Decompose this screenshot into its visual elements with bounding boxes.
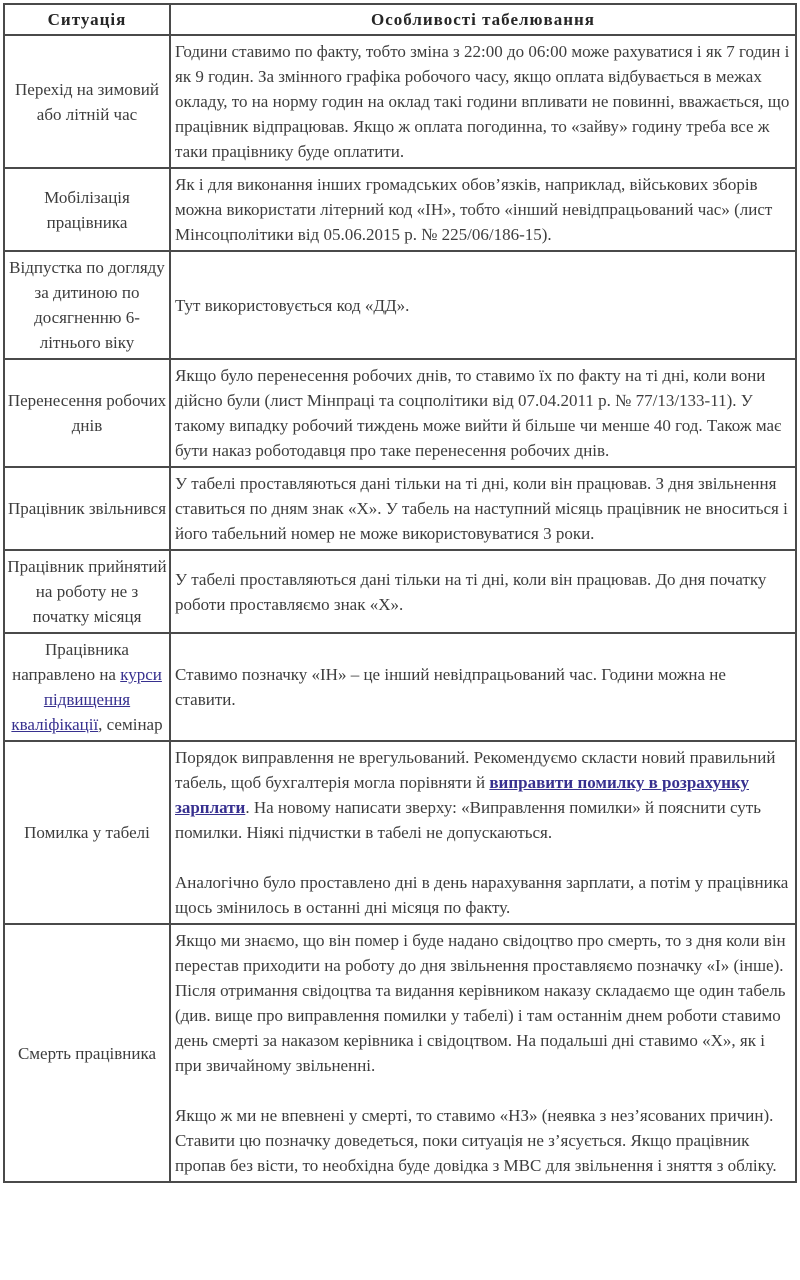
text-segment: Якщо було перенесення робочих днів, то ставимо їх по факту на ті дні, коли вони дійсно були (лист Мінпраці та соцполітики від 07.04.2011 р. № 77/13/133-11). У такому випадку робочий тиждень може вийти й більше чи менше 40 год. Також має бути наказ роботодавця про таке перенесення робочих днів. bbox=[175, 366, 782, 460]
details-cell bbox=[170, 550, 796, 633]
details-paragraph bbox=[175, 745, 790, 845]
details-cell bbox=[170, 168, 796, 251]
situation-cell bbox=[4, 251, 170, 359]
details-cell bbox=[170, 924, 796, 1182]
text-segment: У табелі проставляються дані тільки на ті дні, коли він працював. З дня звільнення ставиться по дням знак «Х». У табель на наступний місяць працівник не вноситься і його табельний номер не може використовуватися 3 роки. bbox=[175, 474, 788, 543]
details-cell bbox=[170, 633, 796, 741]
text-segment: Ставимо позначку «ІН» – це інший невідпрацьований час. Години можна не ставити. bbox=[175, 665, 726, 709]
text-segment: У табелі проставляються дані тільки на ті дні, коли він працював. До дня початку роботи проставляємо знак «Х». bbox=[175, 569, 767, 614]
timekeeping-table bbox=[3, 3, 797, 1183]
table-row bbox=[4, 924, 796, 1182]
details-paragraph bbox=[175, 1103, 790, 1178]
text-segment: Мобілізація працівника bbox=[44, 187, 130, 232]
situation-cell bbox=[4, 924, 170, 1182]
inline-link[interactable]: курси підвищення кваліфікації bbox=[11, 665, 162, 734]
details-cell bbox=[170, 35, 796, 168]
text-segment: Помилка у табелі bbox=[24, 823, 150, 842]
situation-cell bbox=[4, 359, 170, 467]
situation-cell bbox=[4, 633, 170, 741]
table-body bbox=[4, 35, 796, 1182]
text-segment: Працівник прийнятий на роботу не з початку місяця bbox=[7, 557, 167, 626]
inline-link[interactable]: виправити помилку в розрахунку зарплати bbox=[175, 773, 750, 817]
details-paragraph bbox=[175, 870, 790, 920]
text-segment: . На новому написати зверху: «Виправлення помилки» й пояснити суть помилки. Ніякі підчистки в табелі не допускаються. bbox=[175, 798, 761, 842]
text-segment: Якщо ж ми не впевнені у смерті, то ставимо «НЗ» (неявка з нез’ясованих причин). Ставити цю позначку доведеться, поки ситуація не з’ясується. Якщо працівник пропав без вісти, то необхідна буде довідка з МВС для звільнення і зняття з обліку. bbox=[175, 1106, 777, 1175]
text-segment: Аналогічно було проставлено дні в день нарахування зарплати, а потім у працівника щось змінилось в останні дні місяця по факту. bbox=[175, 873, 789, 917]
details-paragraph bbox=[175, 293, 790, 318]
text-segment: Перенесення робочих днів bbox=[7, 391, 167, 435]
situation-cell bbox=[4, 741, 170, 924]
situation-cell bbox=[4, 467, 170, 550]
situation-cell bbox=[4, 168, 170, 251]
details-paragraph bbox=[175, 363, 790, 463]
details-paragraph bbox=[175, 928, 790, 1078]
situation-cell bbox=[4, 35, 170, 168]
table-row bbox=[4, 359, 796, 467]
table-row bbox=[4, 633, 796, 741]
details-cell bbox=[170, 741, 796, 924]
details-cell bbox=[170, 359, 796, 467]
text-segment: Як і для виконання інших громадських обов’язків, наприклад, військових зборів можна використати літерний код «ІН», тобто «інший невідпрацьований час» (лист Мінсоцполітики від 05.06.2015 р. № 225/06/186-15). bbox=[175, 175, 773, 244]
text-segment: Смерть працівника bbox=[17, 1043, 157, 1063]
header-row bbox=[4, 4, 796, 35]
text-segment: Порядок виправлення не врегульований. Рекомендуємо скласти новий правильний табель, щоб бухгалтерія могла порівняти й bbox=[175, 748, 776, 792]
details-cell bbox=[170, 467, 796, 550]
header-cell-situation: Ситуація bbox=[4, 4, 170, 35]
table-row bbox=[4, 741, 796, 924]
text-segment: Тут використовується код «ДД». bbox=[175, 295, 410, 315]
details-paragraph bbox=[175, 39, 790, 164]
situation-cell bbox=[4, 550, 170, 633]
table-row bbox=[4, 168, 796, 251]
table-row bbox=[4, 550, 796, 633]
text-segment: , семінар bbox=[98, 715, 163, 734]
text-segment: Години ставимо по факту, тобто зміна з 22:00 до 06:00 може рахуватися і як 7 годин і як 9 годин. За змінного графіка робочого часу, якщо оплата відбувається в межах окладу, то на норму годин на оклад такі години впливати не повинні, вважається, що працівник відпрацював. Якщо ж оплата погодинна, то «зайву» годину треба все ж таки працівнику буде оплатити. bbox=[175, 42, 790, 161]
header-cell-details: Особливості табелювання bbox=[170, 4, 796, 35]
details-paragraph bbox=[175, 172, 790, 247]
table-header bbox=[4, 4, 796, 35]
text-segment: Перехід на зимовий або літній час bbox=[15, 79, 159, 124]
text-segment: Працівник звільнився bbox=[7, 499, 167, 518]
text-segment: Відпустка по догляду за дитиною по досягненню 6-літнього віку bbox=[9, 258, 165, 352]
text-segment: Якщо ми знаємо, що він помер і буде надано свідоцтво про смерть, то з дня коли він перестав приходити на роботу до дня звільнення проставляємо позначку «І» (інше). Після отримання свідоцтва та видання керівником наказу складаємо ще один табель (див. вище про виправлення помилки у табелі) і там останнім днем роботи ставимо день смерті за наказом керівника і свідоцтвом. На подальші дні ставимо «Х», як і при звичайному звільненні. bbox=[175, 931, 786, 1075]
text-segment: Працівника направлено на bbox=[12, 640, 129, 684]
table-row bbox=[4, 251, 796, 359]
details-cell bbox=[170, 251, 796, 359]
table-row bbox=[4, 35, 796, 168]
details-paragraph bbox=[175, 471, 790, 546]
details-paragraph bbox=[175, 662, 790, 712]
details-paragraph bbox=[175, 567, 790, 617]
table-row bbox=[4, 467, 796, 550]
